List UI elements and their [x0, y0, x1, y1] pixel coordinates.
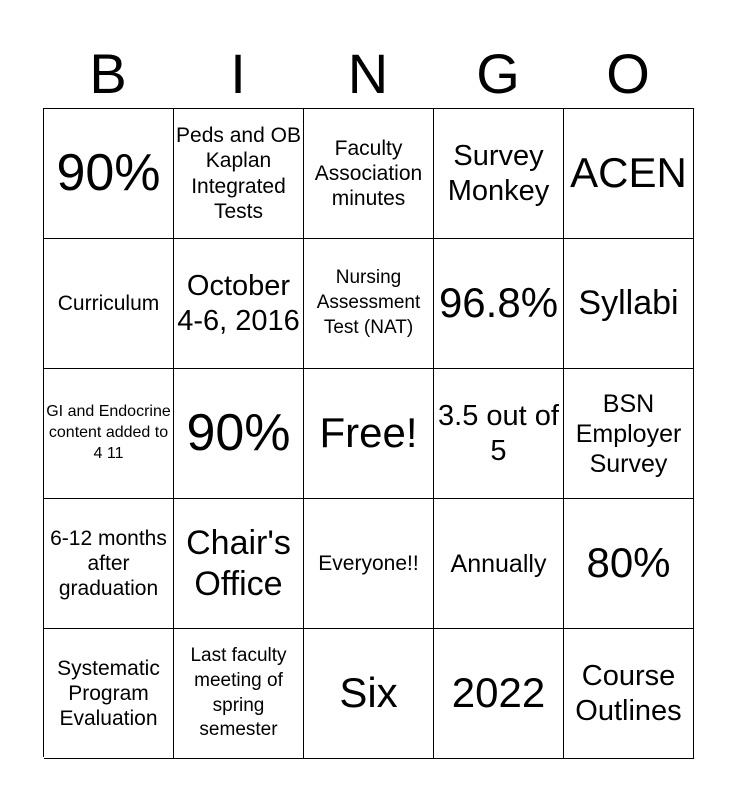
bingo-grid: [43, 108, 694, 757]
header-letter-g: G: [476, 42, 520, 105]
bingo-cell: GI and Endocrine content added to 4 11: [44, 369, 174, 499]
bingo-cell: Systematic Program Evaluation: [44, 629, 174, 759]
bingo-cell: October 4-6, 2016: [174, 239, 304, 369]
bingo-cell: 2022: [434, 629, 564, 759]
bingo-cell: ACEN: [564, 109, 694, 239]
bingo-cell: 90%: [44, 109, 174, 239]
bingo-cell: Last faculty meeting of spring semester: [174, 629, 304, 759]
header-letter-o: O: [606, 42, 650, 105]
bingo-cell: Chair's Office: [174, 499, 304, 629]
header-letter-n: N: [347, 42, 389, 105]
bingo-cell: Curriculum: [44, 239, 174, 369]
bingo-cell: 96.8%: [434, 239, 564, 369]
bingo-cell: Six: [304, 629, 434, 759]
bingo-cell: 6-12 months after graduation: [44, 499, 174, 629]
bingo-cell: Faculty Association minutes: [304, 109, 434, 239]
bingo-cell: BSN Employer Survey: [564, 369, 694, 499]
bingo-cell: 80%: [564, 499, 694, 629]
bingo-cell: 90%: [174, 369, 304, 499]
bingo-header: [43, 40, 693, 108]
bingo-cell: Survey Monkey: [434, 109, 564, 239]
header-letter-i: I: [230, 42, 246, 105]
bingo-cell: Course Outlines: [564, 629, 694, 759]
bingo-cell: Annually: [434, 499, 564, 629]
bingo-cell: Nursing Assessment Test (NAT): [304, 239, 434, 369]
header-letter-b: B: [89, 42, 127, 105]
bingo-cell: Free!: [304, 369, 434, 499]
bingo-cell: Syllabi: [564, 239, 694, 369]
bingo-cell: 3.5 out of 5: [434, 369, 564, 499]
bingo-cell: Peds and OB Kaplan Integrated Tests: [174, 109, 304, 239]
bingo-cell: Everyone!!: [304, 499, 434, 629]
